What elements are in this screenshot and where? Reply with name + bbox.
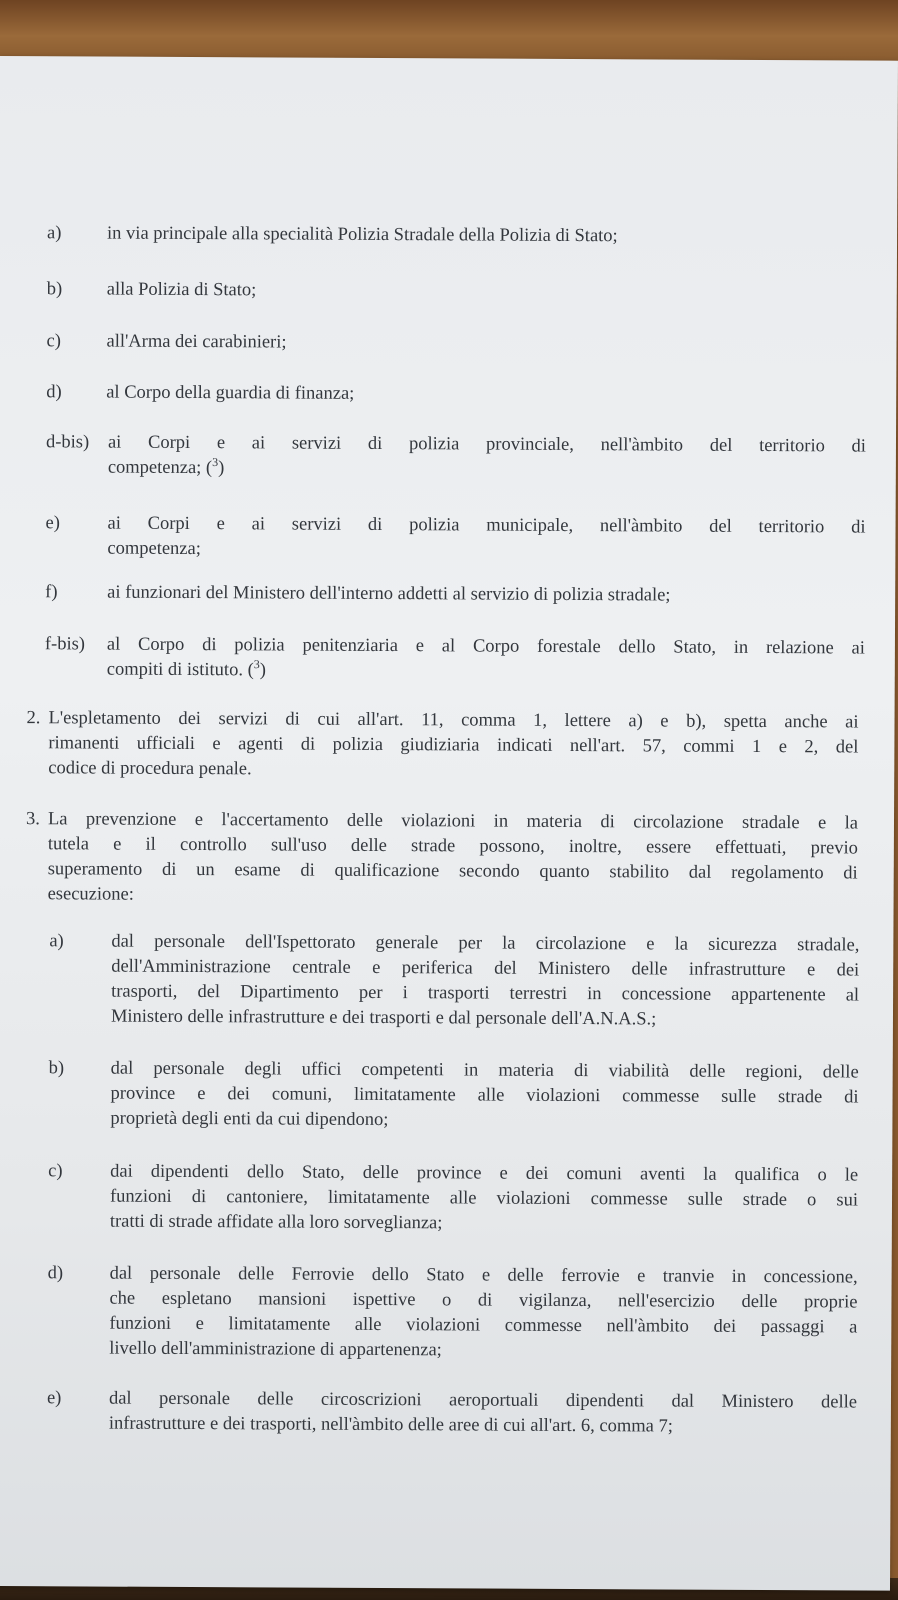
item-label: c): [48, 1161, 63, 1182]
item-label: d): [46, 382, 62, 403]
item-text: ai Corpi e ai servizi di polizia provinciale, nell'àmbito del territorio di competenza; ($^3$): [107, 432, 867, 479]
list1-item-f-bis: [44, 632, 865, 681]
item-label: a): [47, 223, 62, 244]
item-label: b): [46, 279, 63, 300]
item-text: in via principale alla specialità Polizia Stradale della Polizia di Stato;: [107, 223, 618, 247]
item-text: dal personale delle circoscrizioni aeroportuali dipendenti dal Ministero delle infrastrutture e dei trasporti, nell'àmbito delle aree di cui all'art. 6, comma 7;: [108, 1388, 858, 1437]
paragraph-3: [25, 807, 859, 905]
list1-item-e: [45, 511, 866, 560]
paragraph-number: 3.: [25, 809, 40, 830]
item-label: e): [45, 513, 60, 534]
item-text: al Corpo della guardia di finanza;: [106, 382, 355, 404]
item-label: c): [46, 331, 61, 352]
list3-item-a: [49, 929, 860, 1030]
list1-item-b: [46, 277, 867, 301]
item-text: dal personale dell'Ispettorato generale per la circolazione e la sicurezza stradale, dell'Amministrazione centrale e periferica del Ministero delle infrastrutture e dei trasporti, del Dipartimento per i trasporti terrestri in concessione appartenente al Ministero delle infrastrutture e dei trasporti e dal personale dell'A.N.A.S.;: [110, 931, 860, 1030]
list3-item-c: [48, 1159, 859, 1234]
list1-item-d-bis: [45, 430, 867, 479]
list3-item-d: [47, 1261, 858, 1361]
list1-item-a: [47, 221, 867, 247]
list1-item-f: [45, 580, 865, 606]
list1-item-d: [46, 380, 866, 404]
paragraph-number: 2.: [26, 708, 41, 729]
item-label: d-bis): [45, 432, 90, 453]
footnote-ref: 3: [253, 657, 260, 672]
item-text: all'Arma dei carabinieri;: [106, 331, 287, 353]
list3-item-e: [46, 1386, 858, 1437]
item-text: dal personale degli uffici competenti in materia di viabilità delle regioni, delle province e dei comuni, limitatamente alle violazioni commesse sulle strade di proprietà degli enti da cui dipendono;: [110, 1058, 859, 1131]
item-text: dai dipendenti dello Stato, delle province e dei comuni aventi la qualifica o le funzioni di cantoniere, limitatamente alle violazioni commesse sulle strade o sui tratti di strade affidate alla loro sorveglianza;: [109, 1161, 859, 1234]
item-label: e): [46, 1388, 62, 1409]
item-text: al Corpo di polizia penitenziaria e al Corpo forestale dello Stato, in relazione ai compiti di istituto. ($^3$): [106, 634, 865, 681]
item-text: ai Corpi e ai servizi di polizia municipale, nell'àmbito del territorio di competenza;: [107, 513, 866, 560]
document-page: [0, 56, 898, 1591]
item-label: b): [48, 1058, 65, 1079]
item-text: alla Polizia di Stato;: [106, 279, 257, 301]
list1-item-c: [46, 329, 867, 353]
paragraph-text: L'espletamento dei servizi di cui all'art. 11, comma 1, lettere a) e b), spetta anche ai rimanenti ufficiali e agenti di polizia giudiziaria indicati nell'art. 57, commi 1 e 2, del codice di procedura penale.: [48, 708, 859, 780]
paragraph-text: La prevenzione e l'accertamento delle violazioni in materia di circolazione stradale e la tutela e il controllo sull'uso delle strade possono, inoltre, essere effettuati, previo superamento di un esame di qualificazione secondo quanto stabilito dal regolamento di esecuzione:: [47, 809, 859, 905]
footnote-ref: 3: [212, 454, 219, 469]
item-text: dal personale delle Ferrovie dello Stato e delle ferrovie e tranvie in concessione, che espletano mansioni ispettive o di vigilanza, nell'esercizio delle proprie funzioni e limitatamente alle violazioni commesse nell'àmbito dei passaggi a livello dell'amministrazione di appartenenza;: [109, 1263, 858, 1361]
item-label: f-bis): [44, 634, 86, 655]
item-label: f): [45, 582, 58, 603]
item-label: d): [47, 1263, 64, 1284]
item-label: a): [49, 931, 64, 952]
paragraph-2: [26, 706, 859, 780]
item-text: ai funzionari del Ministero dell'interno addetti al servizio di polizia stradale;: [107, 582, 671, 606]
list3-item-b: [48, 1056, 859, 1131]
